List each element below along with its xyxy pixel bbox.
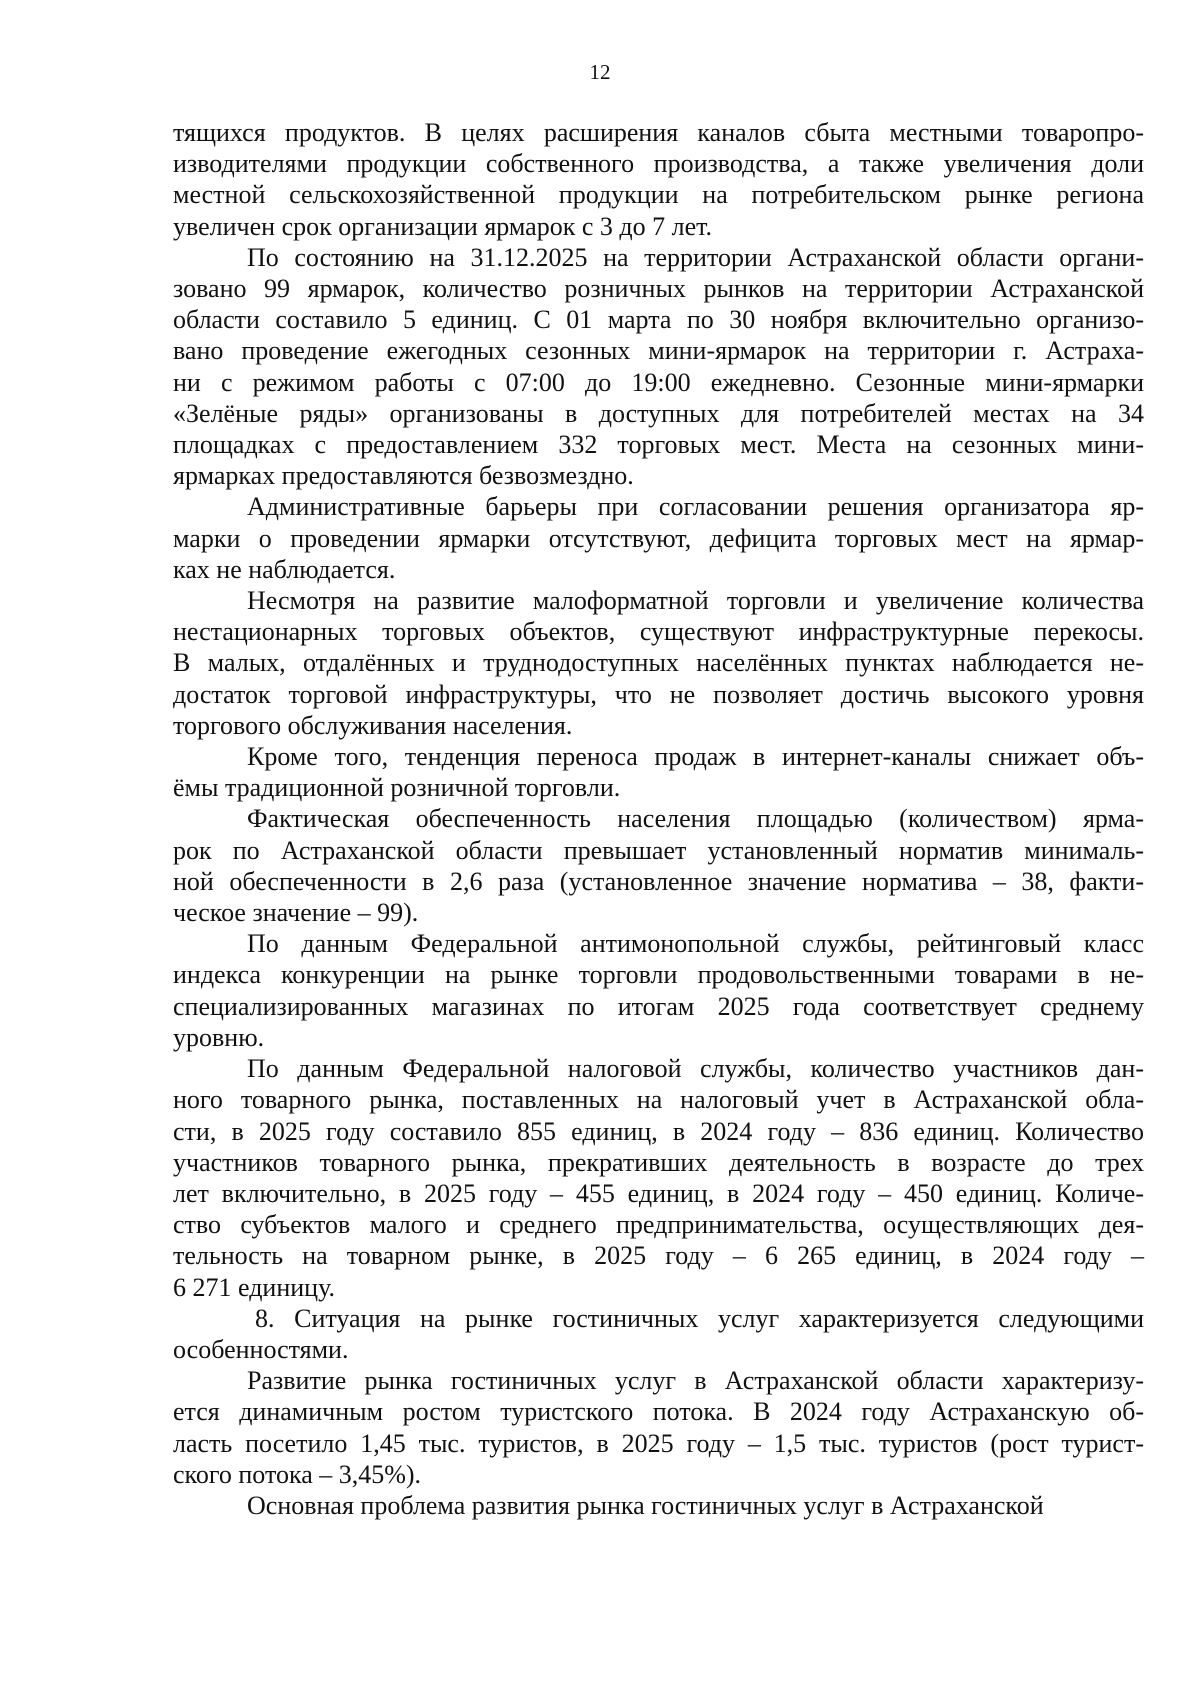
paragraph [173, 741, 1144, 803]
text-line: 6 271 единицу. [173, 1272, 335, 1302]
text-line: площадках с предоставлением 332 торговых мест. Места на сезонных мини- [173, 430, 1144, 460]
text-line: ласть посетило 1,45 тыс. туристов, в 2025 году – 1,5 тыс. туристов (рост турист- [173, 1428, 1144, 1458]
text-line: ни с режимом работы с 07:00 до 19:00 ежедневно. Сезонные мини-ярмарки [173, 367, 1144, 397]
text-line: 8. Ситуация на рынке гостиничных услуг характеризуется следующими [255, 1303, 1144, 1333]
paragraph [173, 491, 1144, 585]
text-line: достаток торговой инфраструктуры, что не позволяет достичь высокого уровня [173, 679, 1144, 709]
text-line: Развитие рынка гостиничных услуг в Астраханской области характеризу- [247, 1366, 1144, 1396]
paragraph [173, 117, 1144, 242]
text-line: увеличен срок организации ярмарок с 3 до 7 лет. [173, 211, 713, 241]
paragraph [173, 803, 1144, 928]
text-line: изводителями продукции собственного производства, а также увеличения доли [173, 149, 1144, 179]
text-line: рок по Астраханской области превышает установленный норматив минималь- [173, 835, 1144, 865]
text-line: В малых, отдалённых и труднодоступных населённых пунктах наблюдается не- [173, 648, 1144, 678]
text-line: «Зелёные ряды» организованы в доступных для потребителей местах на 34 [173, 398, 1144, 428]
text-line: марки о проведении ярмарки отсутствуют, дефицита торговых мест на ярмар- [173, 523, 1144, 553]
text-line: местной сельскохозяйственной продукции на потребительском рынке региона [173, 180, 1144, 210]
text-line: По состоянию на 31.12.2025 на территории Астраханской области органи- [247, 242, 1144, 272]
text-line: зовано 99 ярмарок, количество розничных рынков на территории Астраханской [173, 274, 1144, 304]
text-line: нестационарных торговых объектов, существуют инфраструктурные перекосы. [173, 617, 1144, 647]
text-line: особенностями. [173, 1334, 349, 1364]
text-line: Фактическая обеспеченность населения площадью (количеством) ярма- [247, 804, 1144, 834]
page-number: 12 [589, 60, 611, 84]
paragraph [173, 1365, 1144, 1490]
text-line: По данным Федеральной налоговой службы, количество участников дан- [247, 1054, 1144, 1084]
text-line: специализированных магазинах по итогам 2025 года соответствует среднему [173, 991, 1144, 1021]
paragraph [173, 1303, 1144, 1365]
text-line: ство субъектов малого и среднего предпринимательства, осуществляющих дея- [173, 1210, 1144, 1240]
text-line: индекса конкуренции на рынке торговли продовольственными товарами в не- [173, 960, 1144, 990]
paragraph [173, 1490, 1144, 1521]
text-line: ярмарках предоставляются безвозмездно. [173, 461, 634, 491]
text-line: уровню. [173, 1022, 265, 1052]
text-line: ного товарного рынка, поставленных на налоговый учет в Астраханской обла- [173, 1085, 1144, 1115]
text-line: участников товарного рынка, прекративших деятельность в возрасте до трех [173, 1147, 1144, 1177]
text-line: Основная проблема развития рынка гостиничных услуг в Астраханской [247, 1490, 1044, 1520]
text-line: Кроме того, тенденция переноса продаж в интернет-каналы снижает объ- [247, 742, 1144, 772]
text-line: ках не наблюдается. [173, 554, 396, 584]
text-line: ется динамичным ростом туристского потока. В 2024 году Астраханскую об- [173, 1397, 1144, 1427]
text-line: тящихся продуктов. В целях расширения каналов сбыта местными товаропро- [173, 118, 1144, 147]
text-line: ной обеспеченности в 2,6 раза (установленное значение норматива – 38, факти- [173, 866, 1144, 896]
paragraph [173, 585, 1144, 741]
text-line: области составило 5 единиц. С 01 марта по 30 ноября включительно организо- [173, 305, 1144, 335]
text-line: торгового обслуживания населения. [173, 710, 573, 740]
document-body [173, 117, 1144, 1521]
text-line: лет включительно, в 2025 году – 455 единиц, в 2024 году – 450 единиц. Количе- [173, 1178, 1144, 1208]
text-line: сти, в 2025 году составило 855 единиц, в 2024 году – 836 единиц. Количество [173, 1116, 1144, 1146]
text-line: Несмотря на развитие малоформатной торговли и увеличение количества [247, 586, 1144, 616]
text-line: тельность на товарном рынке, в 2025 году – 6 265 единиц, в 2024 году – [173, 1241, 1144, 1271]
text-line: По данным Федеральной антимонопольной службы, рейтинговый класс [247, 929, 1144, 959]
paragraph [173, 928, 1144, 1053]
text-line: ёмы традиционной розничной торговли. [173, 773, 621, 803]
text-line: ческое значение – 99). [173, 898, 419, 928]
text-line: Административные барьеры при согласовании решения организатора яр- [247, 492, 1144, 522]
text-line: вано проведение ежегодных сезонных мини-ярмарок на территории г. Астраха- [173, 336, 1144, 366]
text-line: ского потока – 3,45%). [173, 1459, 422, 1489]
paragraph [173, 1053, 1144, 1303]
paragraph [173, 242, 1144, 492]
